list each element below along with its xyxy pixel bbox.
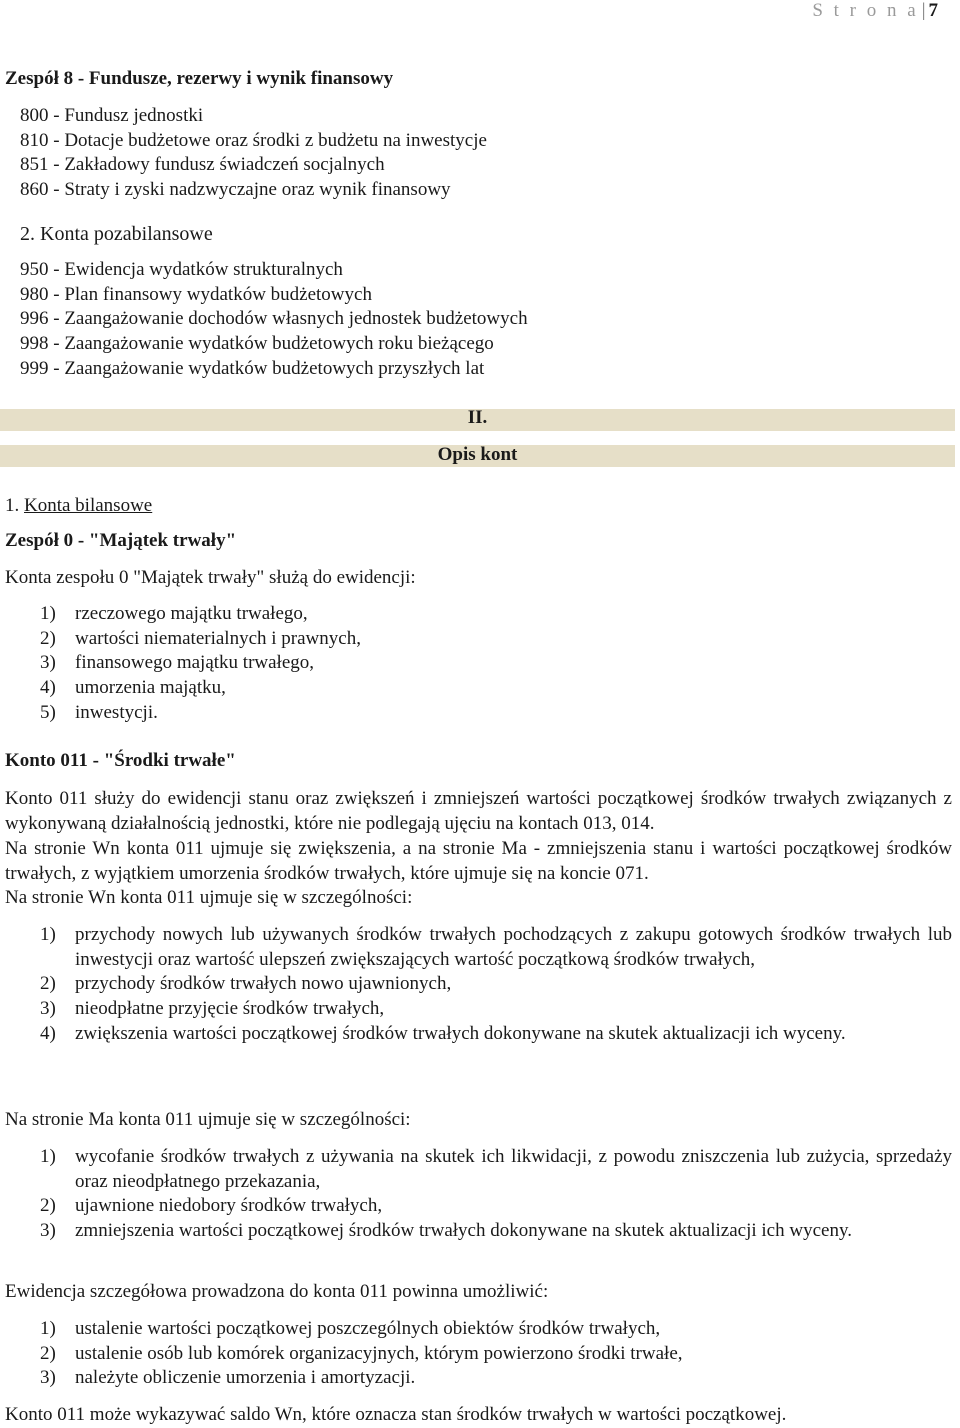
list-item: 2) wartości niematerialnych i prawnych,	[40, 627, 361, 649]
page-label: S t r o n a	[812, 0, 919, 21]
off-balance-heading: 2. Konta pozabilansowe	[20, 223, 213, 245]
konto011-sides: Na stronie Wn konta 011 ujmuje się zwiększenia, a na stronie Ma - zmniejszenia stanu i wartości początkowej środków trwałych, z wyjątkiem umorzenia środków trwałych, które ujmuje się na koncie 071.	[5, 838, 952, 884]
page-separator: |	[921, 0, 926, 21]
list-item: 4) zwiększenia wartości początkowej środków trwałych dokonywane na skutek aktualizacji ich wyceny.	[40, 1022, 846, 1044]
group0-list	[5, 602, 952, 726]
list-item: 1) rzeczowego majątku trwałego,	[40, 603, 308, 624]
section-number: II.	[467, 407, 488, 428]
detail-list	[5, 1317, 952, 1391]
account-item: 998 - Zaangażowanie wydatków budżetowych roku bieżącego	[20, 333, 494, 355]
group8-heading: Zespół 8 - Fundusze, rezerwy i wynik finansowy	[5, 68, 394, 89]
ma-list	[5, 1145, 952, 1244]
account-item: 800 - Fundusz jednostki	[20, 105, 204, 126]
section-title: Opis kont	[437, 444, 518, 465]
group0-intro: Konta zespołu 0 "Majątek trwały" służą do ewidencji:	[5, 567, 416, 588]
list-item: 3) finansowego majątku trwałego,	[40, 652, 315, 674]
konto011-description: Konto 011 służy do ewidencji stanu oraz zwiększeń i zmniejszeń wartości początkowej środków trwałych związanych z wykonywaną działalnością jednostki, które nie podlegają ujęciu na kontach 013, 014.	[5, 788, 952, 834]
account-item: 996 - Zaangażowanie dochodów własnych jednostek budżetowych	[20, 308, 528, 330]
group8-list	[20, 104, 487, 203]
konto011-heading: Konto 011 - "Środki trwałe"	[5, 750, 236, 771]
list-item: 3) zmniejszenia wartości początkowej środków trwałych dokonywane na skutek aktualizacji ich wyceny.	[40, 1220, 852, 1242]
list-item: 4) umorzenia majątku,	[40, 677, 226, 699]
account-item: 860 - Straty i zyski nadzwyczajne oraz wynik finansowy	[20, 179, 451, 201]
page-number: 7	[928, 0, 938, 21]
account-item: 851 - Zakładowy fundusz świadczeń socjalnych	[20, 154, 385, 176]
list-item: 2) przychody środków trwałych nowo ujawnionych,	[40, 973, 452, 995]
balance-title: Konta bilansowe	[24, 495, 153, 516]
list-item: 2) ujawnione niedobory środków trwałych,	[40, 1195, 383, 1217]
detail-intro: Ewidencja szczegółowa prowadzona do konta 011 powinna umożliwić:	[5, 1281, 549, 1302]
wn-intro: Na stronie Wn konta 011 ujmuje się w szczególności:	[5, 887, 413, 908]
account-item: 810 - Dotacje budżetowe oraz środki z budżetu na inwestycje	[20, 129, 487, 151]
group0-heading: Zespół 0 - "Majątek trwały"	[5, 530, 237, 551]
off-balance-list	[20, 258, 528, 382]
list-item: 2) ustalenie osób lub komórek organizacyjnych, którym powierzono środki trwałe,	[40, 1342, 683, 1364]
balance-heading	[5, 494, 152, 519]
account-item: 950 - Ewidencja wydatków strukturalnych	[20, 259, 343, 280]
list-item: 1) wycofanie środków trwałych z używania na skutek ich likwidacji, z powodu zniszczenia lub zużycia, sprzedaży oraz nieodpłatnego przekazania,	[40, 1146, 952, 1192]
list-item: 3) nieodpłatne przyjęcie środków trwałych,	[40, 998, 385, 1020]
account-item: 999 - Zaangażowanie wydatków budżetowych przyszłych lat	[20, 357, 485, 379]
balance-number: 1.	[5, 495, 20, 516]
page-header	[812, 0, 938, 22]
list-item: 1) przychody nowych lub używanych środków trwałych pochodzących z zakupu gotowych środków trwałych lub inwestycji oraz wartość ulepszeń zwiększających wartość początkową środków trwałych,	[40, 924, 952, 970]
list-item: 3) należyte obliczenie umorzenia i amortyzacji.	[40, 1367, 416, 1389]
account-item: 980 - Plan finansowy wydatków budżetowych	[20, 283, 372, 305]
balance-note: Konto 011 może wykazywać saldo Wn, które oznacza stan środków trwałych w wartości początkowej.	[5, 1404, 787, 1425]
list-item: 1) ustalenie wartości początkowej poszczególnych obiektów środków trwałych,	[40, 1318, 661, 1339]
list-item: 5) inwestycji.	[40, 701, 158, 723]
ma-intro: Na stronie Ma konta 011 ujmuje się w szczególności:	[5, 1109, 411, 1130]
wn-list	[5, 923, 952, 1047]
